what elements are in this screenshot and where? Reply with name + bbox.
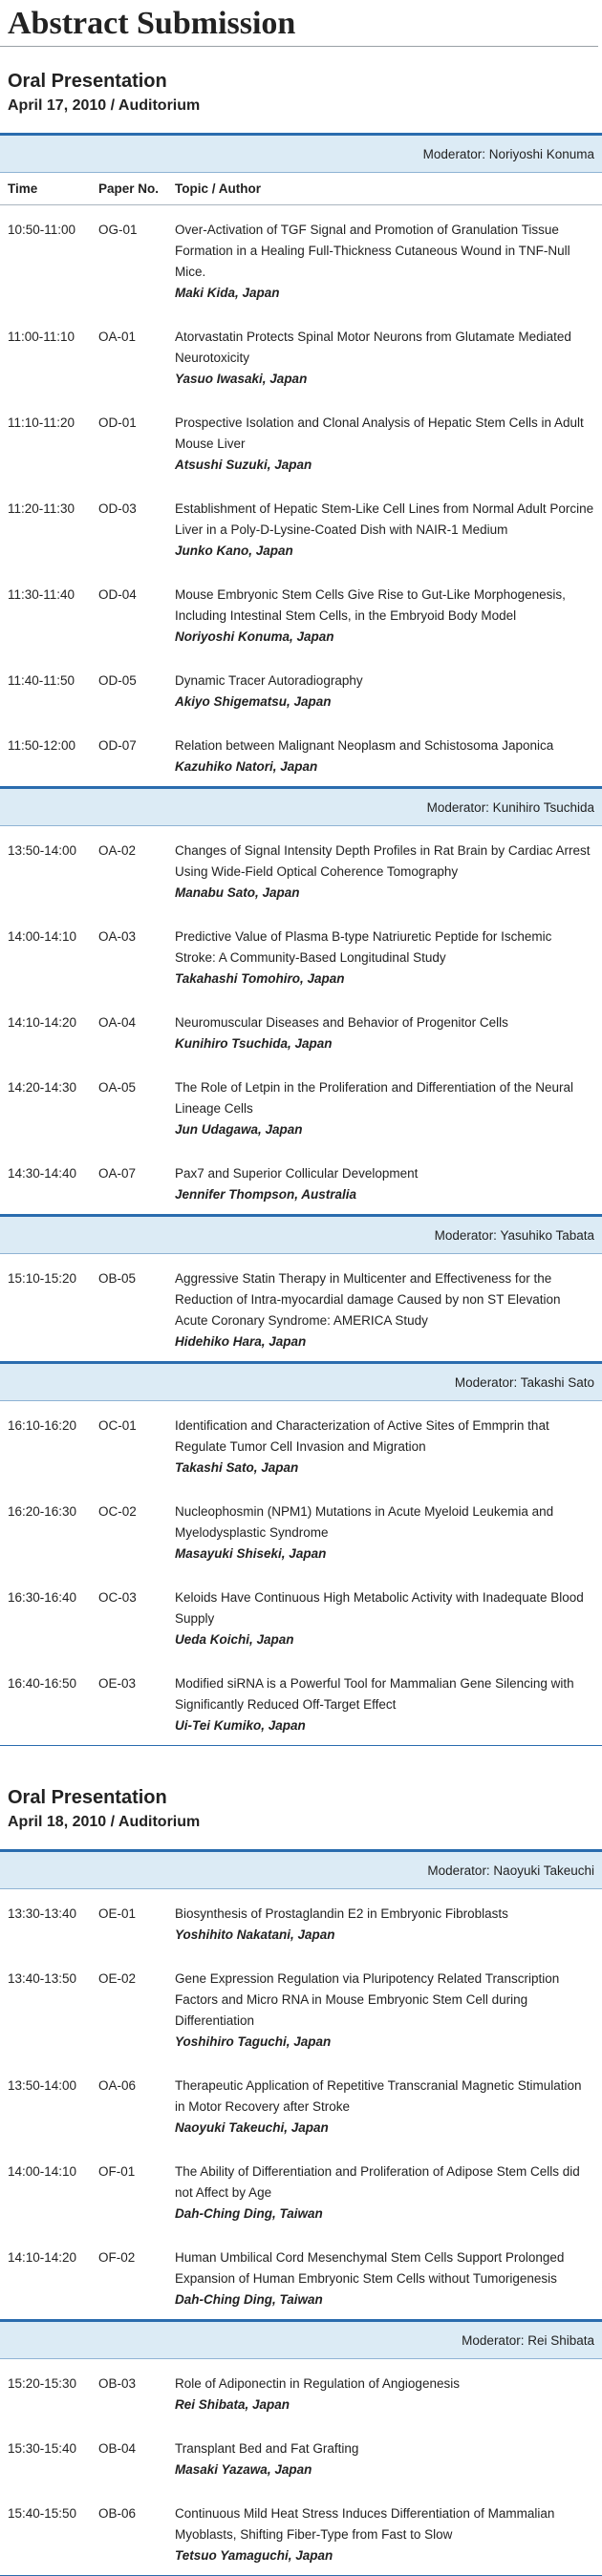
section-title: Oral Presentation (8, 1787, 167, 1808)
table-row (0, 1573, 602, 1659)
author-name: Kazuhiko Natori, Japan (175, 759, 318, 774)
topic-title: Aggressive Statin Therapy in Multicenter and Effectiveness for the Reduction of Intra-myocardial damage Caused by non ST Elevation Acute Coronary Syndrome: AMERICA Study (175, 1271, 561, 1328)
topic-title: Pax7 and Superior Collicular Development (175, 1166, 419, 1181)
time-cell: 14:20-14:30 (8, 1080, 77, 1095)
author-name: Tetsuo Yamaguchi, Japan (175, 2548, 333, 2563)
moderator-row (0, 2321, 602, 2359)
paper-no-cell: OD-01 (98, 415, 137, 430)
table-row (0, 1889, 602, 1955)
author-name: Rei Shibata, Japan (175, 2397, 290, 2412)
time-cell: 13:40-13:50 (8, 1971, 77, 1986)
paper-no-cell: OF-01 (98, 2164, 136, 2179)
topic-author-cell (167, 1659, 602, 1745)
topic-author-cell (167, 398, 602, 484)
table-row (0, 484, 602, 570)
topic-author-cell (167, 1401, 602, 1488)
table-row (0, 1954, 602, 2061)
paper-no-cell: OF-02 (98, 2250, 136, 2265)
section-date: April 18, 2010 / Auditorium (8, 1814, 201, 1830)
author-name: Dah-Ching Ding, Taiwan (175, 2206, 323, 2221)
time-cell: 13:30-13:40 (8, 1906, 77, 1921)
table-row (0, 570, 602, 656)
paper-no-cell: OB-06 (98, 2506, 137, 2521)
schedule-content (0, 68, 602, 2576)
topic-author-cell (167, 912, 602, 998)
time-cell: 11:10-11:20 (8, 415, 75, 430)
table-row (0, 2061, 602, 2147)
paper-no-cell: OB-05 (98, 1271, 137, 1286)
author-name: Yoshihiro Taguchi, Japan (175, 2034, 332, 2049)
topic-title: Nucleophosmin (NPM1) Mutations in Acute Myeloid Leukemia and Myelodysplastic Syndrome (175, 1504, 554, 1540)
author-name: Jun Udagawa, Japan (175, 1122, 303, 1137)
author-name: Masaki Yazawa, Japan (175, 2462, 312, 2477)
moderator-row (0, 788, 602, 826)
moderator-label: Moderator: Takashi Sato (0, 1363, 602, 1401)
moderator-label: Moderator: Yasuhiko Tabata (0, 1216, 602, 1254)
section-date: April 17, 2010 / Auditorium (8, 97, 201, 114)
table-row (0, 2359, 602, 2425)
paper-no-cell: OE-03 (98, 1676, 137, 1691)
topic-title: Therapeutic Application of Repetitive Transcranial Magnetic Stimulation in Motor Recovery after Stroke (175, 2078, 582, 2114)
paper-no-cell: OD-04 (98, 587, 137, 602)
paper-no-cell: OD-03 (98, 501, 137, 516)
time-cell: 11:20-11:30 (8, 501, 75, 516)
topic-title: Predictive Value of Plasma B-type Natriuretic Peptide for Ischemic Stroke: A Community-Based Longitudinal Study (175, 929, 552, 965)
paper-no-cell: OC-01 (98, 1418, 137, 1433)
time-cell: 14:00-14:10 (8, 2164, 77, 2179)
paper-no-cell: OG-01 (98, 223, 138, 237)
time-cell: 11:40-11:50 (8, 673, 75, 688)
time-cell: 14:10-14:20 (8, 2250, 77, 2265)
topic-title: Neuromuscular Diseases and Behavior of Progenitor Cells (175, 1015, 508, 1030)
table-row (0, 2424, 602, 2489)
topic-author-cell (167, 570, 602, 656)
author-name: Naoyuki Takeuchi, Japan (175, 2120, 329, 2135)
table-row (0, 826, 602, 913)
paper-no-cell: OA-03 (98, 929, 137, 944)
page-title: Abstract Submission (0, 0, 598, 47)
table-row (0, 312, 602, 398)
topic-author-cell (167, 998, 602, 1063)
paper-no-cell: OB-04 (98, 2441, 137, 2456)
topic-title: Modified siRNA is a Powerful Tool for Mammalian Gene Silencing with Significantly Reduced Off-Target Effect (175, 1676, 574, 1712)
author-name: Takahashi Tomohiro, Japan (175, 971, 345, 986)
topic-author-cell (167, 2359, 602, 2425)
topic-author-cell (167, 205, 602, 313)
topic-author-cell (167, 2424, 602, 2489)
topic-title: Prospective Isolation and Clonal Analysis of Hepatic Stem Cells in Adult Mouse Liver (175, 415, 584, 451)
table-row (0, 398, 602, 484)
author-name: Junko Kano, Japan (175, 543, 293, 558)
author-name: Manabu Sato, Japan (175, 885, 300, 900)
topic-author-cell (167, 656, 602, 721)
time-cell: 15:40-15:50 (8, 2506, 77, 2521)
section-title: Oral Presentation (8, 71, 167, 92)
topic-author-cell (167, 826, 602, 913)
author-name: Yoshihito Nakatani, Japan (175, 1927, 335, 1942)
time-cell: 14:00-14:10 (8, 929, 77, 944)
paper-no-cell: OE-01 (98, 1906, 137, 1921)
paper-no-cell: OD-07 (98, 738, 137, 753)
author-name: Yasuo Iwasaki, Japan (175, 372, 308, 386)
time-cell: 16:40-16:50 (8, 1676, 77, 1691)
topic-title: Keloids Have Continuous High Metabolic Activity with Inadequate Blood Supply (175, 1590, 584, 1626)
topic-title: Gene Expression Regulation via Pluripotency Related Transcription Factors and Micro RNA in Mouse Embryonic Stem Cell during Differentiation (175, 1971, 560, 2028)
moderator-row (0, 135, 602, 173)
topic-title: Biosynthesis of Prostaglandin E2 in Embryonic Fibroblasts (175, 1906, 508, 1921)
topic-title: Atorvastatin Protects Spinal Motor Neurons from Glutamate Mediated Neurotoxicity (175, 330, 571, 365)
paper-no-cell: OA-02 (98, 843, 137, 858)
time-cell: 11:50-12:00 (8, 738, 76, 753)
table-row (0, 1659, 602, 1745)
topic-author-cell (167, 1954, 602, 2061)
header-time: Time (0, 173, 91, 205)
time-cell: 13:50-14:00 (8, 2078, 77, 2093)
topic-author-cell (167, 2489, 602, 2575)
author-name: Noriyoshi Konuma, Japan (175, 629, 334, 644)
paper-no-cell: OB-03 (98, 2376, 137, 2391)
time-cell: 15:30-15:40 (8, 2441, 77, 2456)
topic-author-cell (167, 1063, 602, 1149)
paper-no-cell: OD-05 (98, 673, 137, 688)
paper-no-cell: OC-03 (98, 1590, 137, 1605)
moderator-label: Moderator: Naoyuki Takeuchi (0, 1851, 602, 1889)
table-row (0, 2489, 602, 2575)
time-cell: 15:20-15:30 (8, 2376, 77, 2391)
topic-title: The Role of Letpin in the Proliferation and Differentiation of the Neural Lineage Cells (175, 1080, 574, 1116)
topic-author-cell (167, 1889, 602, 1955)
moderator-row (0, 1363, 602, 1401)
topic-title: Human Umbilical Cord Mesenchymal Stem Cells Support Prolonged Expansion of Human Embryonic Stem Cells without Tumorigenesis (175, 2250, 565, 2286)
table-row (0, 2147, 602, 2233)
table-row (0, 912, 602, 998)
topic-author-cell (167, 2147, 602, 2233)
header-paper-no: Paper No. (91, 173, 167, 205)
moderator-label: Moderator: Noriyoshi Konuma (0, 135, 602, 173)
paper-no-cell: OE-02 (98, 1971, 137, 1986)
topic-title: Continuous Mild Heat Stress Induces Differentiation of Mammalian Myoblasts, Shifting Fiber-Type from Fast to Slow (175, 2506, 555, 2542)
table-row (0, 205, 602, 313)
topic-title: Over-Activation of TGF Signal and Promotion of Granulation Tissue Formation in a Healing Full-Thickness Cutaneous Wound in TNF-Null Mice. (175, 223, 570, 279)
topic-title: The Ability of Differentiation and Proliferation of Adipose Stem Cells did not Affect by Age (175, 2164, 580, 2200)
author-name: Takashi Sato, Japan (175, 1460, 299, 1475)
paper-no-cell: OA-01 (98, 330, 137, 344)
header-topic-author: Topic / Author (167, 173, 602, 205)
topic-title: Role of Adiponectin in Regulation of Angiogenesis (175, 2376, 460, 2391)
time-cell: 10:50-11:00 (8, 223, 76, 237)
schedule-table (0, 133, 602, 1745)
time-cell: 14:30-14:40 (8, 1166, 77, 1181)
author-name: Dah-Ching Ding, Taiwan (175, 2292, 323, 2307)
author-name: Ueda Koichi, Japan (175, 1632, 294, 1647)
time-cell: 11:00-11:10 (8, 330, 75, 344)
time-cell: 14:10-14:20 (8, 1015, 77, 1030)
topic-author-cell (167, 721, 602, 788)
moderator-row (0, 1216, 602, 1254)
topic-author-cell (167, 2233, 602, 2321)
moderator-row (0, 1851, 602, 1889)
topic-title: Mouse Embryonic Stem Cells Give Rise to Gut-Like Morphogenesis, Including Intestinal Stem Cells, in the Embryoid Body Model (175, 587, 566, 623)
table-row (0, 1487, 602, 1573)
table-row (0, 721, 602, 788)
topic-title: Transplant Bed and Fat Grafting (175, 2441, 359, 2456)
author-name: Akiyo Shigematsu, Japan (175, 694, 332, 709)
topic-author-cell (167, 2061, 602, 2147)
topic-author-cell (167, 1149, 602, 1216)
moderator-label: Moderator: Kunihiro Tsuchida (0, 788, 602, 826)
paper-no-cell: OC-02 (98, 1504, 137, 1519)
paper-no-cell: OA-06 (98, 2078, 137, 2093)
author-name: Ui-Tei Kumiko, Japan (175, 1718, 306, 1733)
topic-title: Identification and Characterization of Active Sites of Emmprin that Regulate Tumor Cell Invasion and Migration (175, 1418, 549, 1454)
table-header-row (0, 173, 602, 205)
table-row (0, 1149, 602, 1216)
table-row (0, 1401, 602, 1488)
topic-title: Changes of Signal Intensity Depth Profiles in Rat Brain by Cardiac Arrest Using Wide-Field Optical Coherence Tomography (175, 843, 591, 879)
paper-no-cell: OA-07 (98, 1166, 137, 1181)
time-cell: 16:10-16:20 (8, 1418, 77, 1433)
time-cell: 16:20-16:30 (8, 1504, 77, 1519)
author-name: Maki Kida, Japan (175, 286, 280, 300)
table-row (0, 656, 602, 721)
author-name: Masayuki Shiseki, Japan (175, 1546, 327, 1561)
paper-no-cell: OA-04 (98, 1015, 137, 1030)
table-row (0, 998, 602, 1063)
presentation-day-section (0, 1784, 602, 2576)
time-cell: 11:30-11:40 (8, 587, 75, 602)
section-end-divider (0, 1745, 602, 1746)
author-name: Atsushi Suzuki, Japan (175, 458, 312, 472)
schedule-table (0, 1849, 602, 2575)
paper-no-cell: OA-05 (98, 1080, 137, 1095)
moderator-label: Moderator: Rei Shibata (0, 2321, 602, 2359)
topic-author-cell (167, 1254, 602, 1363)
time-cell: 16:30-16:40 (8, 1590, 77, 1605)
topic-title: Relation between Malignant Neoplasm and Schistosoma Japonica (175, 738, 554, 753)
table-row (0, 1254, 602, 1363)
topic-author-cell (167, 484, 602, 570)
topic-title: Dynamic Tracer Autoradiography (175, 673, 363, 688)
table-row (0, 2233, 602, 2321)
presentation-day-section (0, 68, 602, 1746)
author-name: Hidehiko Hara, Japan (175, 1334, 307, 1349)
time-cell: 13:50-14:00 (8, 843, 77, 858)
author-name: Jennifer Thompson, Australia (175, 1187, 357, 1202)
topic-author-cell (167, 312, 602, 398)
topic-author-cell (167, 1487, 602, 1573)
table-row (0, 1063, 602, 1149)
time-cell: 15:10-15:20 (8, 1271, 77, 1286)
author-name: Kunihiro Tsuchida, Japan (175, 1036, 333, 1051)
topic-author-cell (167, 1573, 602, 1659)
topic-title: Establishment of Hepatic Stem-Like Cell Lines from Normal Adult Porcine Liver in a Poly-D-Lysine-Coated Dish with NAIR-1 Medium (175, 501, 594, 537)
